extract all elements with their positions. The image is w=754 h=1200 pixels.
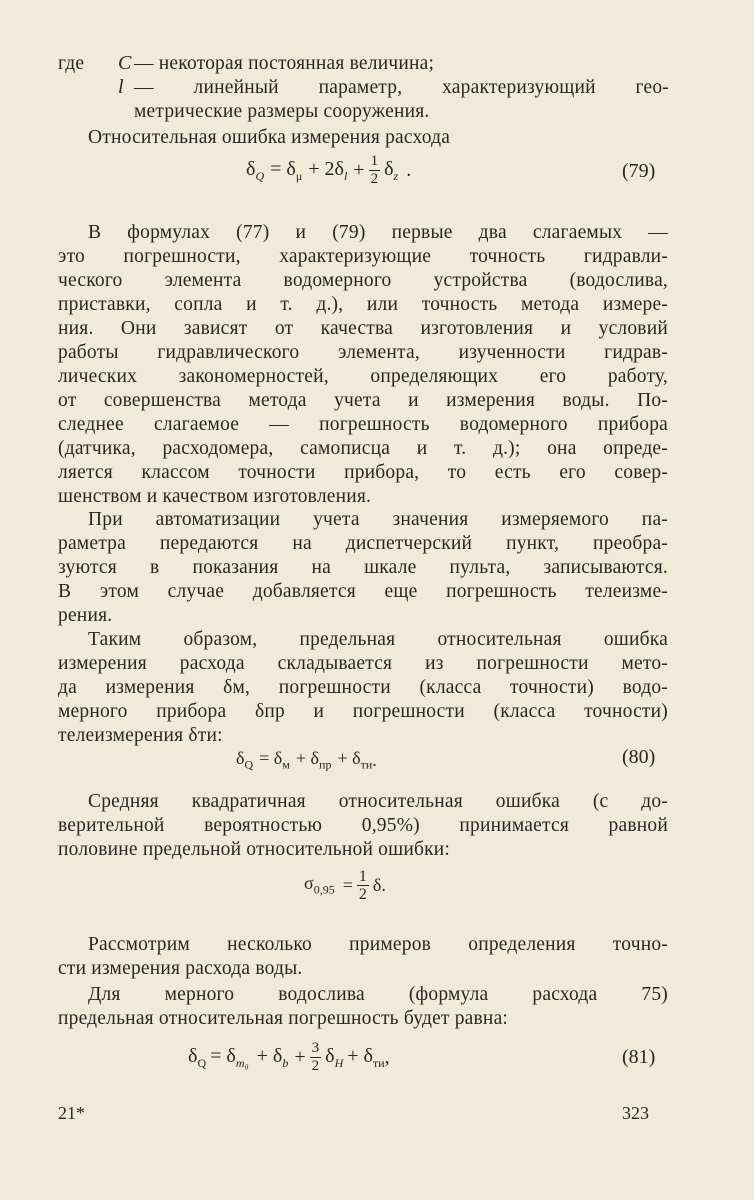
eq81-plus: + bbox=[294, 1046, 306, 1068]
eq81-fraction: $\frac{3}{2}$ bbox=[311, 1040, 320, 1074]
para1-line: работы гидравлического элемента, изученности гидрав- bbox=[58, 342, 668, 363]
para1-line: лических закономерностей, определяющих его работу, bbox=[58, 366, 668, 387]
eq80-term-3: + $\delta_{ти}$ bbox=[337, 748, 373, 772]
eq79-term-a: = $\delta_\mu$ bbox=[270, 157, 303, 183]
sigma-lhs: $\sigma_{0,95}$ bbox=[304, 873, 335, 897]
para1-line: приставки, сопла и т. д.), или точность метода измере- bbox=[58, 294, 668, 315]
l-definition-line-2: метрические размеры сооружения. bbox=[134, 101, 430, 122]
para4-line: половине предельной относительной ошибки: bbox=[58, 839, 451, 860]
equation-79 bbox=[246, 153, 411, 188]
eq81-term-5: + $\delta_{ти}$ bbox=[347, 1044, 385, 1070]
para5-line: сти измерения расхода воды. bbox=[58, 958, 303, 979]
para1-line: (датчика, расходомера, самописца и т. д.); она опреде- bbox=[58, 438, 668, 459]
intro-line: Относительная ошибка измерения расхода bbox=[88, 127, 451, 148]
para2-line: зуются в показания на шкале пульта, записываются. bbox=[58, 557, 668, 578]
sigma-equals: = bbox=[342, 875, 353, 895]
para4-line: Средняя квадратичная относительная ошибка (с до- bbox=[88, 791, 668, 812]
eq79-term-d: $\delta_z$ bbox=[384, 157, 399, 183]
l-definition-line-1: — линейный параметр, характеризующий гео- bbox=[134, 77, 669, 98]
signature-mark: 21* bbox=[58, 1103, 85, 1123]
sigma-fraction: $\frac{1}{2}$ bbox=[358, 868, 367, 903]
eq81-lhs: $\delta_Q$ bbox=[188, 1044, 207, 1070]
para1-line: ния. Они зависят от качества изготовления и условий bbox=[58, 318, 668, 339]
eq80-tail: . bbox=[372, 749, 377, 770]
eq80-lhs: $\delta_Q$ bbox=[236, 748, 254, 772]
c-symbol: C bbox=[118, 52, 132, 74]
para1-line: шенством и качеством изготовления. bbox=[58, 486, 372, 507]
para1-line: следнее слагаемое — погрешность водомерного прибора bbox=[58, 414, 668, 435]
equation-80 bbox=[236, 748, 377, 773]
para3-line: телеизмерения δти: bbox=[58, 725, 223, 746]
equation-81 bbox=[188, 1040, 390, 1075]
para1-line: В формулах (77) и (79) первые два слагаемых — bbox=[88, 222, 668, 243]
equation-81-number: (81) bbox=[622, 1046, 656, 1068]
para3-line: да измерения δм, погрешности (класса точности) водо- bbox=[58, 677, 668, 698]
para2-line: рения. bbox=[58, 605, 113, 626]
eq81-term-4: $\delta_H$ bbox=[325, 1044, 344, 1070]
para1-line: ляется классом точности прибора, то есть его совер- bbox=[58, 462, 668, 483]
para3-line: Таким образом, предельная относительная ошибка bbox=[88, 629, 668, 650]
c-definition: — некоторая постоянная величина; bbox=[134, 53, 435, 74]
para2-line: В этом случае добавляется еще погрешность телеизме- bbox=[58, 581, 668, 602]
equation-79-number: (79) bbox=[622, 160, 656, 182]
para1-line: от совершенства метода учета и измерения воды. По- bbox=[58, 390, 668, 411]
para2-line: раметра передаются на диспетчерский пункт, преобра- bbox=[58, 533, 668, 554]
eq79-term-b: + $2\delta_l$ bbox=[308, 157, 348, 183]
para2-line: При автоматизации учета значения измеряемого па- bbox=[88, 509, 668, 530]
l-symbol: l bbox=[118, 76, 124, 98]
para1-line: это погрешности, характеризующие точность гидравли- bbox=[58, 246, 668, 267]
equation-80-number: (80) bbox=[622, 746, 656, 768]
para3-line: измерения расхода складывается из погрешности мето- bbox=[58, 653, 668, 674]
para3-line: мерного прибора δпр и погрешности (класса точности) bbox=[58, 701, 668, 722]
para6-line: предельная относительная погрешность будет равна: bbox=[58, 1008, 509, 1029]
eq80-term-1: = $\delta_м$ bbox=[259, 748, 290, 772]
para1-line: ческого элемента водомерного устройства (водослива, bbox=[58, 270, 668, 291]
para5-line: Рассмотрим несколько примеров определения точно- bbox=[88, 934, 668, 955]
where-word: где bbox=[58, 53, 85, 74]
sigma-rhs: δ. bbox=[372, 875, 386, 895]
eq79-lhs: $\delta_Q$ bbox=[246, 157, 265, 183]
page-number: 323 bbox=[622, 1103, 649, 1123]
eq79-tail: . bbox=[406, 159, 412, 181]
eq81-tail: , bbox=[384, 1046, 390, 1068]
para4-line: верительной вероятностью 0,95%) принимается равной bbox=[58, 815, 668, 836]
equation-sigma bbox=[304, 868, 386, 903]
para6-line: Для мерного водослива (формула расхода 75) bbox=[88, 984, 668, 1005]
eq81-term-2: + $\delta_b$ bbox=[256, 1044, 289, 1070]
eq81-term-1: = $\delta_{m_0}$ bbox=[210, 1044, 249, 1070]
eq80-term-2: + $\delta_{пр}$ bbox=[295, 748, 332, 772]
eq79-fraction: $\frac{1}{2}$ bbox=[370, 153, 379, 187]
eq79-plus: + bbox=[353, 159, 365, 181]
